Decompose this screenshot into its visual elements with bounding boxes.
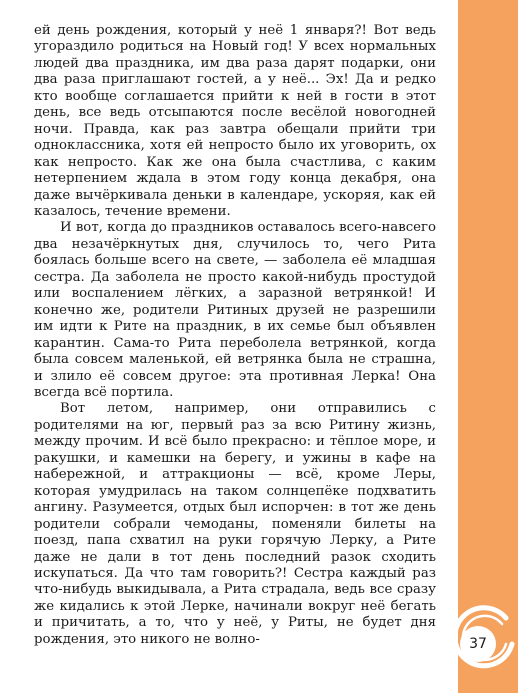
orange-sidebar xyxy=(458,0,518,693)
paragraph-1: ей день рождения, который у неё 1 января?! Вот ведь угораздило родиться на Новый год! У всех нормальных людей два праздника, им два раза дарят подарки, они два раза приглашают гостей, а у неё... Эх! Да и редко кто вообще соглашается прийти к ней в гости в этот день, все ведь отсыпаются после весёлой новогодней ночи. Правда, как раз завтра обещали прийти три одноклассника, хотя ей непросто было их уговорить, ох как непросто. Как же она была счастлива, с каким нетерпением ждала в этом году конца декабря, она даже вычёркивала деньки в календаре, ускоряя, как ей казалось, течение времени. xyxy=(34,23,436,219)
story-text xyxy=(34,23,436,648)
page-number: 37 xyxy=(469,636,487,652)
paragraph-3: Вот летом, например, они отправились с родителями на юг, первый раз за всю Ритину жизнь, между прочим. И всё было прекрасно: и тёплое море, и ракушки, и камешки на берегу, и ужины в кафе на набережной, и аттракционы — всё, кроме Леры, которая умудрилась на таком солнцепёке подхватить ангину. Разумеется, отдых был испорчен: в тот же день родители собрали чемоданы, поменяли билеты на поезд, папа схватил на руки горячую Лерку, а Рите даже не дали в тот день последний разок сходить искупаться. Да что там говорить?! Сестра каждый раз что-нибудь выкидывала, а Рита страдала, ведь все сразу же кидались к этой Лерке, начинали вокруг неё бегать и причитать, а то, что у неё, у Риты, не будет дня рождения, это никого не волно- xyxy=(34,401,436,647)
paragraph-2: И вот, когда до праздников оставалось всего-навсего два незачёркнутых дня, случилось то, чего Рита боялась больше всего на свете, — заболела её младшая сестра. Да заболела не просто какой-нибудь простудой или воспалением лёгких, а заразной ветрянкой! И конечно же, родители Ритиных друзей не разрешили им идти к Рите на праздник, в их семье был объявлен карантин. Сама-то Рита переболела ветрянкой, когда была совсем маленькой, ей ветрянка была не страшна, и злило её совсем другое: эта противная Лерка! Она всегда всё портила. xyxy=(34,220,437,400)
